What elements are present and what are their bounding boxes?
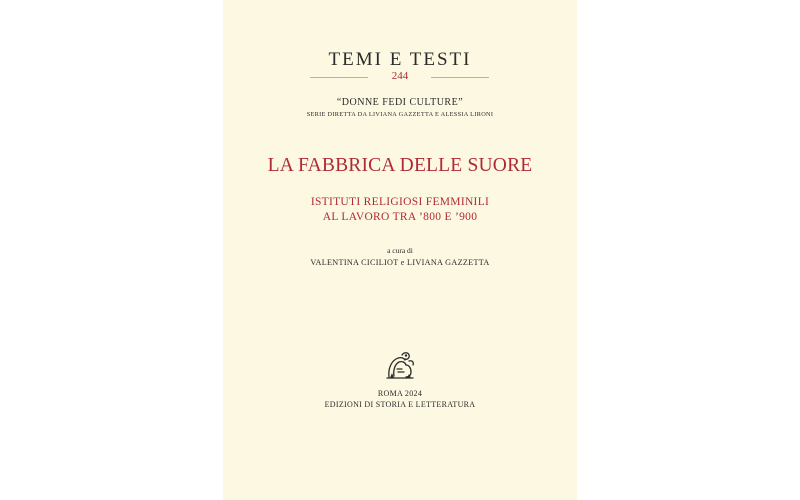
- editors-names: VALENTINA CICILIOT e LIVIANA GAZZETTA: [310, 258, 490, 267]
- edited-by-label: a cura di: [387, 246, 413, 255]
- series-editors: SERIE DIRETTA DA LIVIANA GAZZETTA E ALESSIA LIRONI: [306, 111, 494, 118]
- publisher-emblem-icon: [382, 349, 418, 385]
- book-subtitle-line2: AL LAVORO TRA ’800 E ’900: [322, 211, 478, 223]
- book-subtitle-line1: ISTITUTI RELIGIOSI FEMMINILI: [310, 196, 490, 208]
- subseries-title: “DONNE FEDI CULTURE”: [336, 97, 464, 108]
- series-number: 244: [391, 70, 409, 82]
- place-year: ROMA 2024: [377, 389, 423, 398]
- book-title: LA FABBRICA DELLE SUORE: [267, 155, 533, 176]
- publisher-name: EDIZIONI DI STORIA E LETTERATURA: [324, 400, 476, 409]
- series-title: TEMI E TESTI: [328, 49, 472, 70]
- book-cover: [223, 0, 577, 500]
